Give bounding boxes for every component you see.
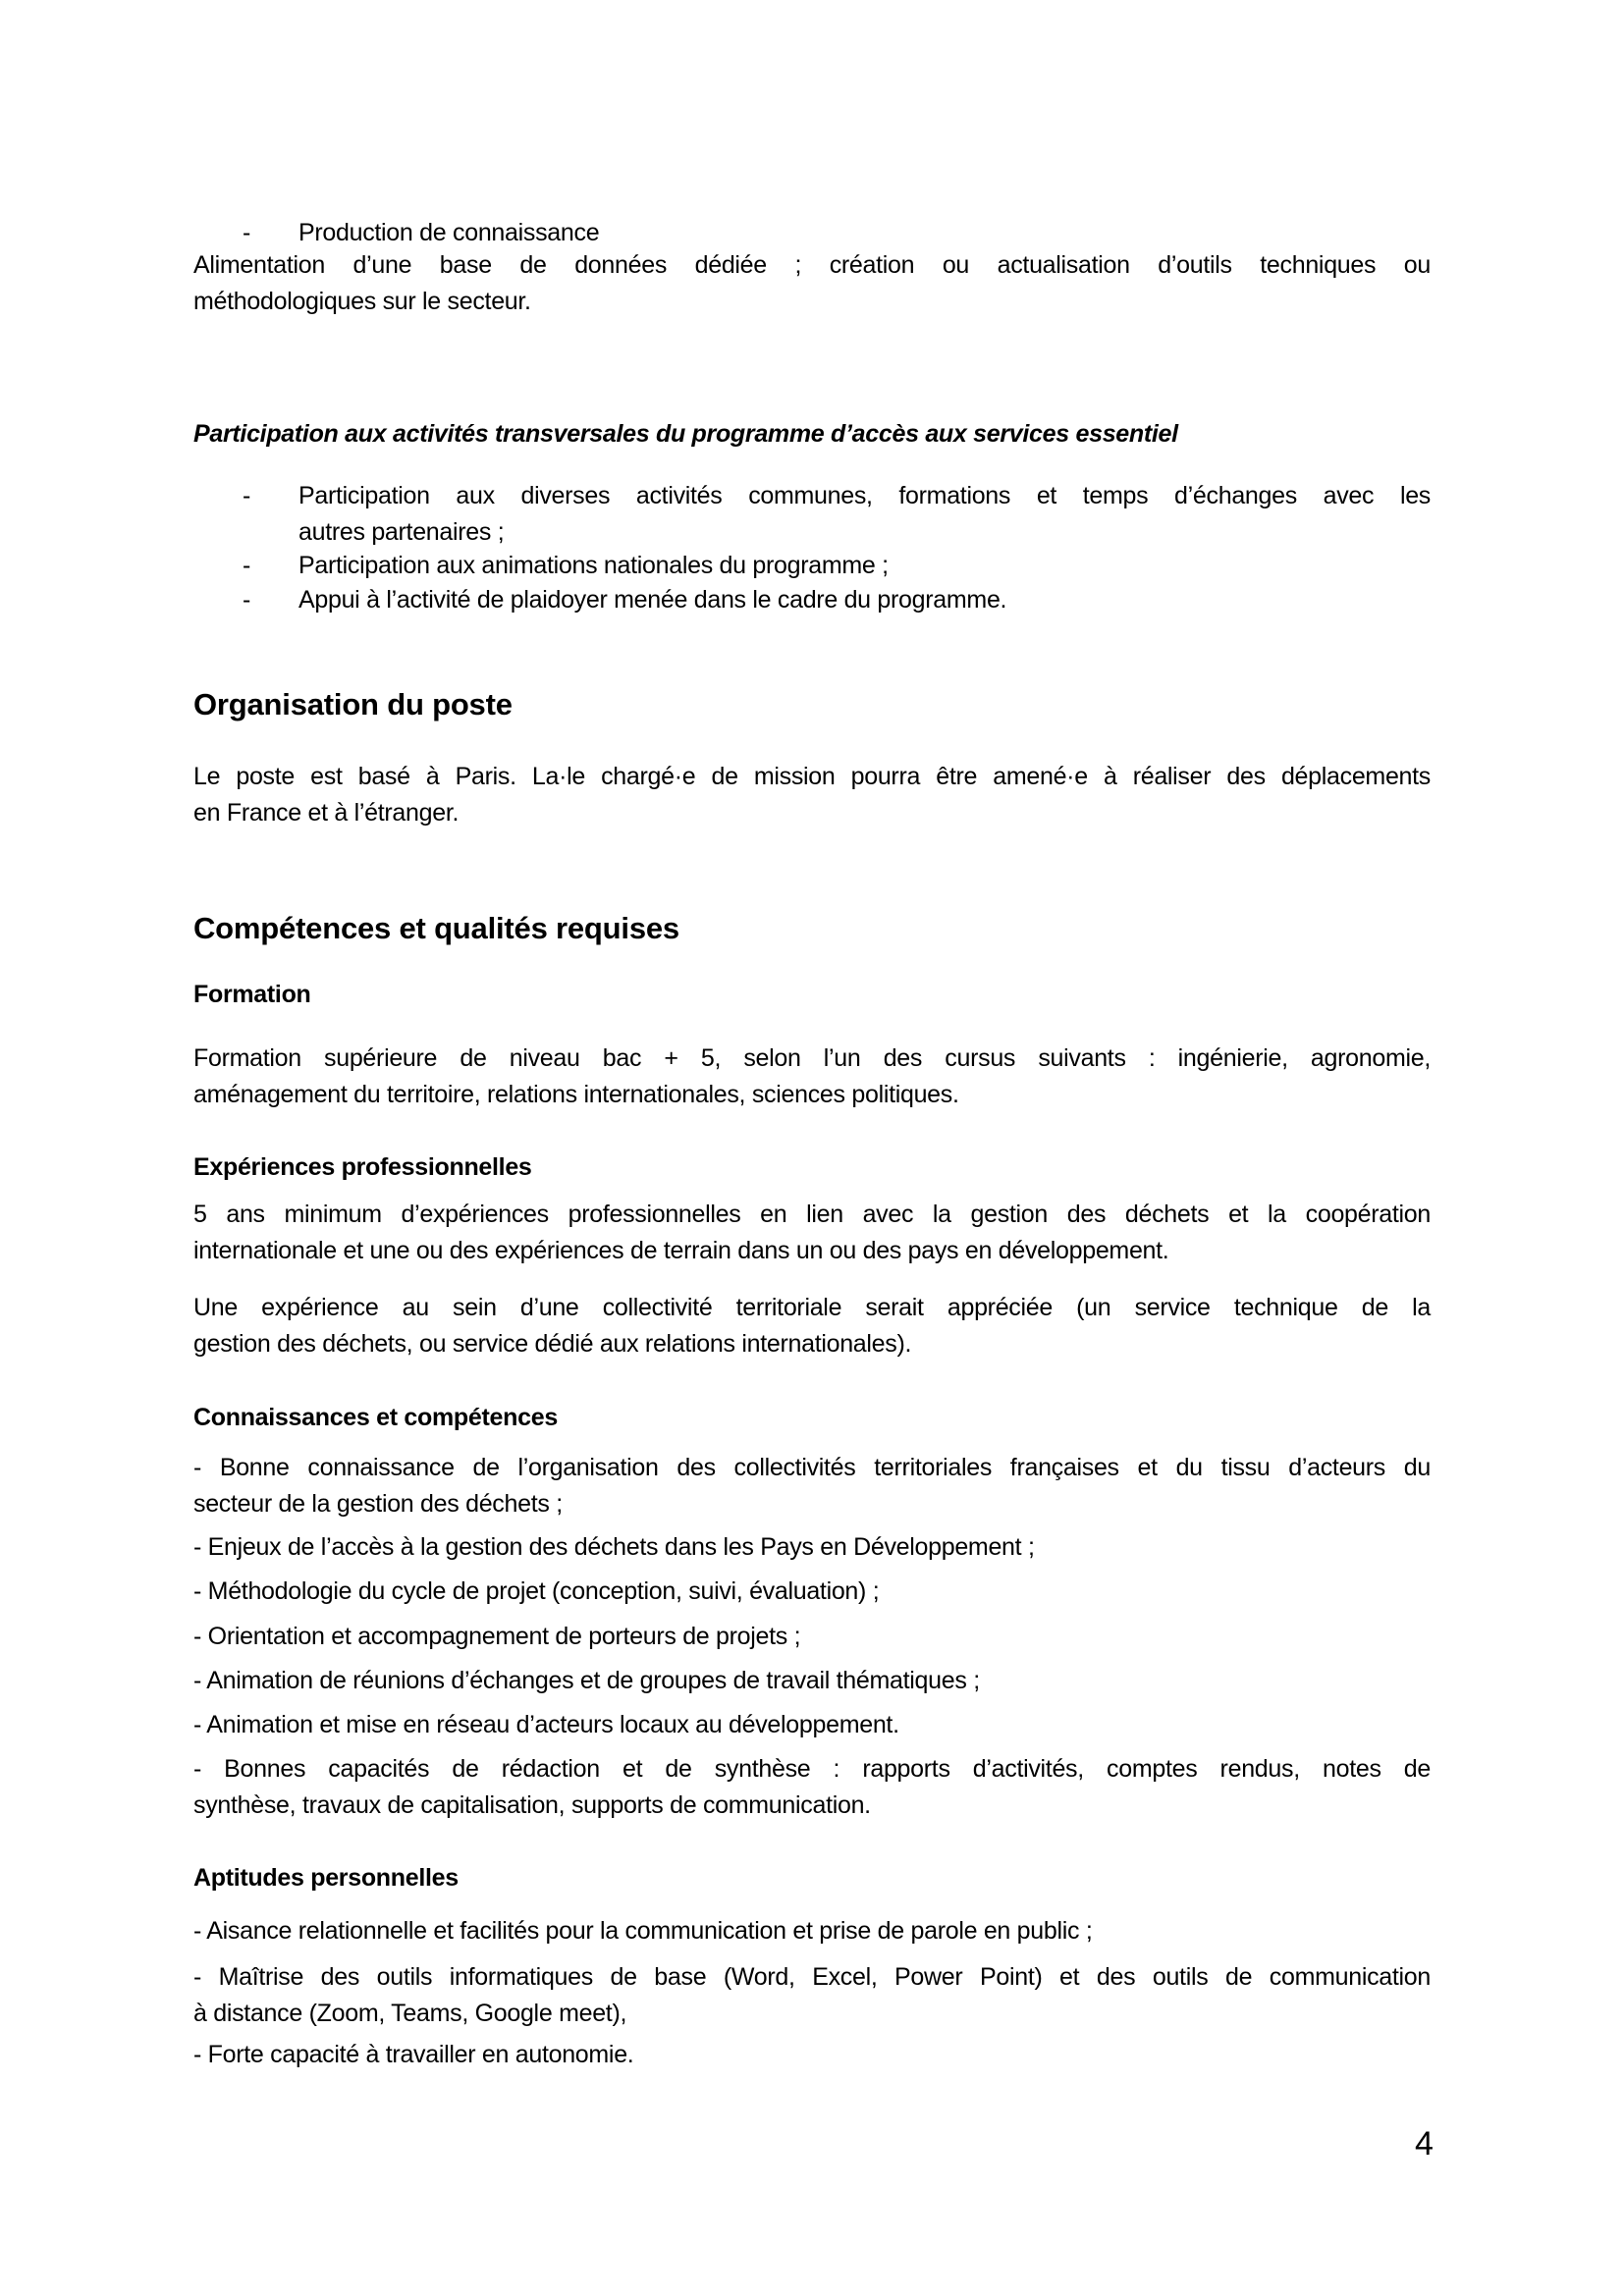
text-line: - Bonne connaissance de l’organisation des collectivités territoriales françaises et du tissu d’acteurs du: [193, 1454, 1431, 1481]
text-line: Formation supérieure de niveau bac + 5, selon l’un des cursus suivants : ingénierie, agronomie,: [193, 1044, 1431, 1072]
heading-organisation-du-poste: [193, 685, 1431, 724]
text-line: - Méthodologie du cycle de projet (conception, suivi, évaluation) ;: [193, 1577, 880, 1605]
heading-competences-qualites: [193, 909, 1431, 948]
list-dash: -: [243, 482, 251, 509]
text-line: Compétences et qualités requises: [193, 911, 679, 945]
list-item-text: [298, 582, 1431, 618]
para-bonnes-capacites-redaction: [193, 1751, 1431, 1823]
text-line: Participation aux diverses activités communes, formations et temps d’échanges avec les: [298, 482, 1431, 509]
list-item-text: [298, 215, 1431, 251]
text-line: gestion des déchets, ou service dédié aux relations internationales).: [193, 1329, 912, 1358]
text-line: autres partenaires ;: [298, 517, 505, 546]
text-line: Connaissances et compétences: [193, 1404, 558, 1431]
para-une-experience: [193, 1290, 1431, 1362]
text-line: en France et à l’étranger.: [193, 798, 460, 827]
bullet-participation-communes: [193, 478, 1431, 550]
text-line: Le poste est basé à Paris. La·le chargé·e de mission pourra être amené·e à réaliser des déplacements: [193, 763, 1431, 790]
text-line: - Animation et mise en réseau d’acteurs locaux au développement.: [193, 1711, 899, 1738]
list-dash: -: [243, 219, 251, 246]
text-line: Participation aux animations nationales du programme ;: [298, 552, 889, 579]
bullet-production-connaissance: [193, 215, 1431, 251]
para-formation-superieure: [193, 1041, 1431, 1112]
subheading-aptitudes-personnelles: [193, 1860, 1431, 1896]
para-animation-reunions: [193, 1663, 1431, 1699]
text-line: - Bonnes capacités de rédaction et de synthèse : rapports d’activités, comptes rendus, notes de: [193, 1755, 1431, 1783]
subheading-connaissances-competences: [193, 1400, 1431, 1436]
text-line: Expériences professionnelles: [193, 1153, 532, 1181]
text-line: Formation: [193, 981, 311, 1008]
text-line: méthodologiques sur le secteur.: [193, 287, 531, 315]
text-line: Une expérience au sein d’une collectivité territoriale serait appréciée (un service technique de la: [193, 1294, 1431, 1321]
list-item-text: [298, 478, 1431, 550]
text-line: synthèse, travaux de capitalisation, supports de communication.: [193, 1790, 871, 1819]
text-line: secteur de la gestion des déchets ;: [193, 1489, 563, 1518]
text-line: aménagement du territoire, relations internationales, sciences politiques.: [193, 1080, 959, 1108]
para-cinq-ans-minimum: [193, 1197, 1431, 1268]
para-maitrise-outils: [193, 1959, 1431, 2031]
para-forte-capacite: [193, 2037, 1431, 2073]
list-item-text: [298, 548, 1431, 584]
text-line: 5 ans minimum d’expériences professionnelles en lien avec la gestion des déchets et la coopération: [193, 1201, 1431, 1228]
text-line: Appui à l’activité de plaidoyer menée dans le cadre du programme.: [298, 586, 1007, 614]
list-dash: -: [243, 552, 251, 579]
text-line: Aptitudes personnelles: [193, 1864, 459, 1892]
text-line: à distance (Zoom, Teams, Google meet),: [193, 1999, 627, 2027]
list-dash: -: [243, 586, 251, 614]
text-line: Organisation du poste: [193, 687, 513, 721]
text-line: - Maîtrise des outils informatiques de base (Word, Excel, Power Point) et des outils de communication: [193, 1963, 1431, 1991]
text-line: internationale et une ou des expériences de terrain dans un ou des pays en développement.: [193, 1236, 1169, 1264]
heading-participation-transversales: [193, 416, 1431, 453]
bullet-appui-plaidoyer: [193, 582, 1431, 618]
para-orientation-accompagnement: [193, 1619, 1431, 1655]
text-line: Production de connaissance: [298, 219, 600, 246]
para-methodologie-cycle-projet: [193, 1574, 1431, 1610]
para-alimentation: [193, 247, 1431, 319]
para-bonne-connaissance: [193, 1450, 1431, 1522]
text-line: - Aisance relationnelle et facilités pour la communication et prise de parole en public ;: [193, 1917, 1093, 1945]
para-animation-reseau: [193, 1707, 1431, 1743]
page-number: 4: [1415, 2125, 1434, 2163]
text-line: - Orientation et accompagnement de porteurs de projets ;: [193, 1623, 801, 1650]
subheading-experiences-professionnelles: [193, 1149, 1431, 1186]
text-line: Participation aux activités transversales du programme d’accès aux services essentiel: [193, 420, 1178, 448]
text-line: - Forte capacité à travailler en autonomie.: [193, 2041, 634, 2068]
para-aisance-relationnelle: [193, 1913, 1431, 1949]
para-enjeux-acces: [193, 1529, 1431, 1566]
para-le-poste: [193, 759, 1431, 830]
text-line: - Animation de réunions d’échanges et de groupes de travail thématiques ;: [193, 1667, 980, 1694]
text-line: Alimentation d’une base de données dédiée ; création ou actualisation d’outils techniques ou: [193, 251, 1431, 279]
text-line: - Enjeux de l’accès à la gestion des déchets dans les Pays en Développement ;: [193, 1533, 1035, 1561]
subheading-formation: [193, 977, 1431, 1013]
bullet-animations-nationales: [193, 548, 1431, 584]
